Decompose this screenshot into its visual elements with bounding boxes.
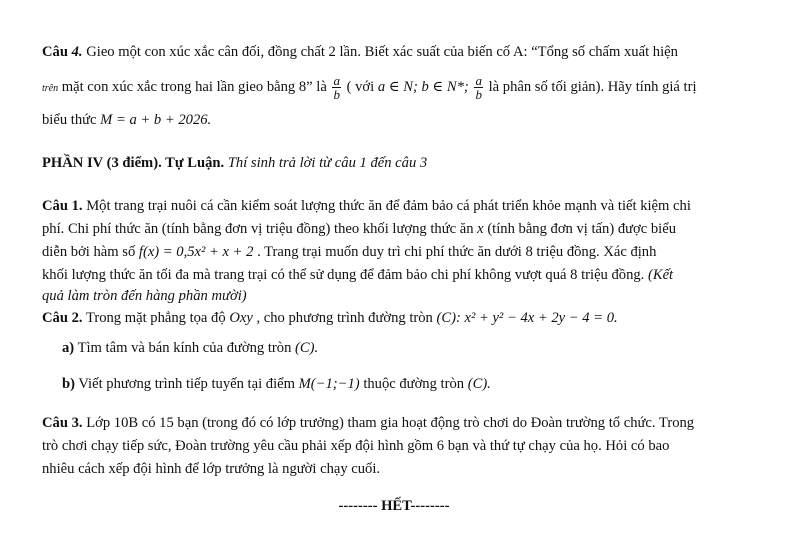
part-iv-instruction: Thí sinh trả lời từ câu 1 đến câu 3 xyxy=(227,155,428,171)
c1-text4a: khối lượng thức ăn tối đa mà trang trại có thể sử dụng để đảm bảo chi phí không vượt quá 8 triệu đồng. xyxy=(42,267,645,283)
c1-line3 xyxy=(42,242,656,262)
c1-text2b: (tính bằng đơn vị tấn) được biểu xyxy=(487,221,677,237)
q4-condition: a ∈ N; b ∈ N*; xyxy=(377,78,469,95)
q4-text2b: ( với xyxy=(346,78,375,95)
q4-text2a: mặt con xúc xắc trong hai lần gieo bằng 8” là xyxy=(61,78,327,95)
c3-line1 xyxy=(42,413,694,433)
c2-line1 xyxy=(42,308,618,328)
c1-line2 xyxy=(42,219,676,239)
part-iv-title: PHẦN IV (3 điểm). Tự Luận. xyxy=(42,155,225,171)
c2b-text1: Viết phương trình tiếp tuyến tại điểm xyxy=(78,376,295,392)
q4-text2c: là phân số tối giản). Hãy tính giá trị xyxy=(488,78,697,95)
c1-var: x xyxy=(477,221,484,237)
c2b-circle: (C). xyxy=(467,376,491,392)
c1-text3a: diễn bởi hàm số xyxy=(42,244,136,260)
c1-label: Câu 1. xyxy=(42,198,83,214)
c3-text1: Lớp 10B có 15 bạn (trong đó có lớp trưởng) tham gia hoạt động trò chơi do Đoàn trường tổ chức. Trong xyxy=(86,415,695,431)
c2a-text: Tìm tâm và bán kính của đường tròn xyxy=(77,340,292,356)
c2a-line xyxy=(62,338,318,358)
q4-line2 xyxy=(42,74,697,101)
c2b-text2: thuộc đường tròn xyxy=(363,376,465,392)
c2-text1b: , cho phương trình đường tròn xyxy=(256,310,433,326)
c3-line2 xyxy=(42,436,669,456)
c2b-line xyxy=(62,374,491,394)
c1-line4 xyxy=(42,265,673,285)
c1-note2: quả làm tròn đến hàng phần mười) xyxy=(42,288,247,304)
c2-label: Câu 2. xyxy=(42,310,83,326)
q4-expression: M = a + b + 2026. xyxy=(100,112,212,128)
c1-line5 xyxy=(42,286,247,306)
c2-equation: (C): x² + y² − 4x + 2y − 4 = 0. xyxy=(436,310,618,326)
part-iv-header xyxy=(42,153,427,173)
c1-line1 xyxy=(42,196,691,216)
c2b-point: M(−1;−1) xyxy=(298,376,360,392)
fraction-a-b-2: $\frac{a}{b}$ xyxy=(475,73,482,102)
c1-function: f(x) = 0,5x² + x + 2 xyxy=(138,244,254,260)
q4-line3 xyxy=(42,110,211,130)
c1-note1: (Kết xyxy=(647,267,674,283)
c2-text1a: Trong mặt phẳng tọa độ xyxy=(85,310,226,326)
c2a-label: a) xyxy=(62,340,75,356)
q4-text3: biểu thức xyxy=(42,112,97,128)
c2b-label: b) xyxy=(62,376,75,392)
q4-tren: trên xyxy=(42,82,59,94)
c1-text2a: phí. Chi phí thức ăn (tính bằng đơn vị triệu đồng) theo khối lượng thức ăn xyxy=(42,221,474,237)
c2a-circle: (C). xyxy=(295,340,319,356)
q4-number: 4. xyxy=(71,44,83,60)
q4-text1: Gieo một con xúc xắc cân đối, đồng chất 2 lần. Biết xác suất của biến cố A: “Tổng số chấm xuất hiện xyxy=(86,44,678,60)
c2-oxy: Oxy xyxy=(229,310,253,326)
q4-label: Câu xyxy=(42,44,68,60)
q4-line1 xyxy=(42,42,678,62)
c3-text2: trò chơi chạy tiếp sức, Đoàn trường yêu cầu phải xếp đội hình gồm 6 bạn và thứ tự chạy của họ. Hỏi có bao xyxy=(42,438,670,454)
c3-text3: nhiêu cách xếp đội hình để lớp trưởng là người chạy cuối. xyxy=(42,461,381,477)
fraction-a-b: $\frac{a}{b}$ xyxy=(333,73,340,102)
c3-label: Câu 3. xyxy=(42,415,83,431)
c1-text3b: . Trang trại muốn duy trì chi phí thức ăn dưới 8 triệu đồng. Xác định xyxy=(257,244,657,260)
c3-line3 xyxy=(42,459,380,479)
c1-text1: Một trang trại nuôi cá cần kiểm soát lượng thức ăn để đảm bảo cá phát triển khỏe mạnh và tiết kiệm chi xyxy=(86,198,691,214)
end-marker: -------- HẾT-------- xyxy=(338,498,450,514)
